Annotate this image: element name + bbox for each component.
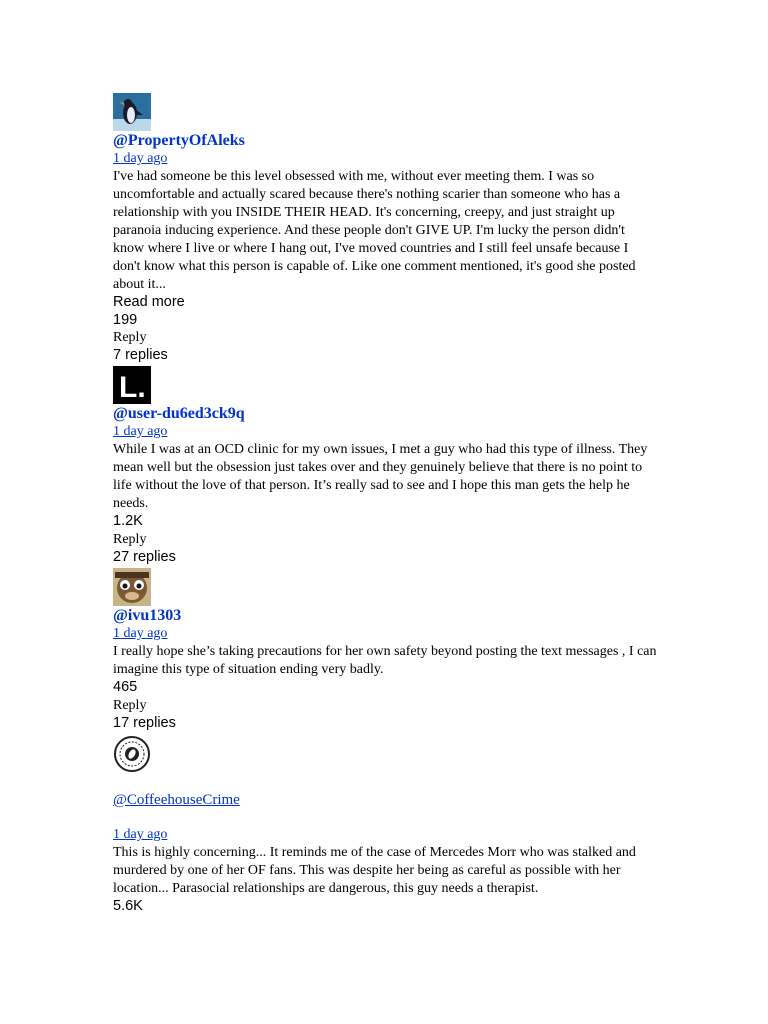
comment-author-handle[interactable]: @CoffeehouseCrime (113, 792, 240, 808)
like-count: 199 (113, 311, 138, 328)
comment-author-handle[interactable]: @PropertyOfAleks (113, 132, 245, 149)
reply-button[interactable]: Reply (113, 330, 147, 345)
comment (113, 568, 658, 732)
comment-author-handle[interactable]: @user-du6ed3ck9q (113, 405, 245, 422)
like-count: 1.2K (113, 513, 143, 529)
cartoon-avatar-icon[interactable] (113, 568, 151, 606)
penguin-avatar-icon[interactable] (113, 93, 151, 131)
comment-text: I've had someone be this level obsessed with me, without ever meeting them. I was so uncomfortable and actually scared because there's nothing scarier than someone who has a relationship with you INSIDE THEIR HEAD. It's concerning, creepy, and just straight up paranoia inducing experience. And these people don't GIVE UP. I'm lucky the person didn't know where I live or where I hang out, I've moved countries and I still feel unsafe because I don't know what this person is capable of. Like one comment mentioned, it's good she posted about it... (113, 169, 636, 292)
reply-button[interactable]: Reply (113, 697, 147, 713)
reply-button[interactable]: Reply (113, 531, 147, 547)
comment-text: While I was at an OCD clinic for my own issues, I met a guy who had this type of illness. They mean well but the obsession just takes over and they genuinely believe that there is no point to life without the love of that person. It’s really sad to see and I hope this man gets the help he needs. (113, 442, 648, 511)
comment-timestamp[interactable]: 1 day ago (113, 827, 168, 842)
comment (113, 93, 658, 365)
replies-toggle[interactable]: 7 replies (113, 347, 168, 363)
read-more-button[interactable]: Read more (113, 294, 185, 310)
comment-timestamp[interactable]: 1 day ago (113, 626, 168, 641)
comment-author-handle[interactable]: @ivu1303 (113, 607, 182, 624)
comment-text: This is highly concerning... It reminds me of the case of Mercedes Morr who was stalked and murdered by one of her OF fans. This was despite her being as careful as possible with her location... Parasocial relationships are dangerous, this guy needs a therapist. (113, 845, 636, 896)
letter-l-avatar-icon[interactable] (113, 366, 151, 404)
coffeehouse-crime-logo-icon[interactable] (113, 735, 151, 773)
replies-toggle[interactable]: 17 replies (113, 714, 176, 731)
replies-toggle[interactable]: 27 replies (113, 548, 176, 565)
comment-text: I really hope she’s taking precautions for her own safety beyond posting the text messages , I can imagine this type of situation ending very badly. (113, 644, 657, 677)
comment (113, 735, 658, 916)
comment (113, 366, 658, 566)
like-count: 5.6K (113, 898, 143, 914)
like-count: 465 (113, 679, 138, 695)
comment-timestamp[interactable]: 1 day ago (113, 151, 168, 166)
avatar-letter: L. (119, 371, 146, 404)
comment-timestamp[interactable]: 1 day ago (113, 424, 168, 439)
